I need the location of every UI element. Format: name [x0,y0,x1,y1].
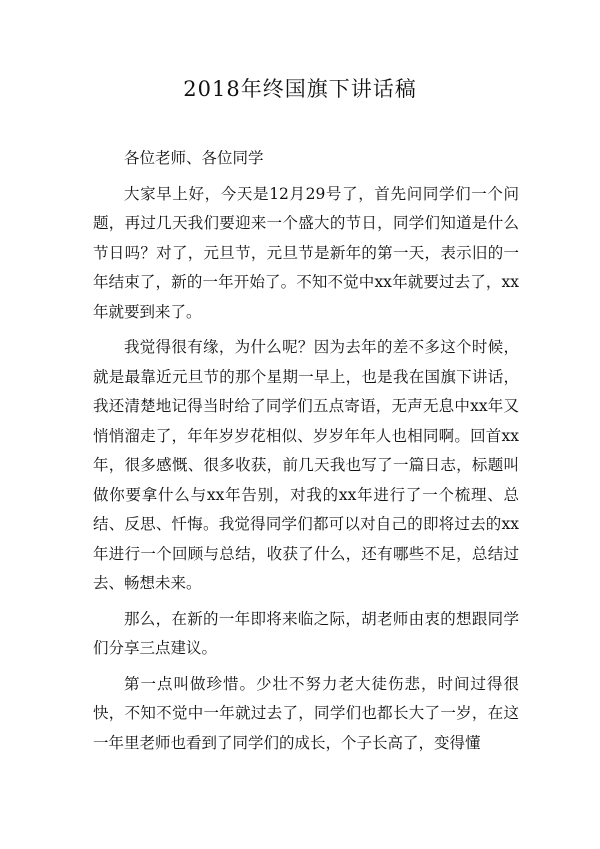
paragraph: 大家早上好，今天是12月29号了，首先问同学们一个问题，再过几天我们要迎来一个盛大的节日，同学们知道是什么节日吗？对了，元旦节，元旦节是新年的第一天，表示旧的一年结束了，新的一年开始了。不知不觉中xx年就要过去了，xx年就要到来了。 [93,184,519,321]
paragraph: 我觉得很有缘，为什么呢？因为去年的差不多这个时候，就是最靠近元旦节的那个星期一早上，也是我在国旗下讲话，我还清楚地记得当时给了同学们五点寄语，无声无息中xx年又悄悄溜走了，年年岁岁花相似、岁岁年年人也相同啊。回首xx年，很多感慨、很多收获，前几天我也写了一篇日志，标题叫做你要拿什么与xx年告别，对我的xx年进行了一个梳理、总结、反思、忏悔。我觉得同学们都可以对自己的即将过去的xx年进行一个回顾与总结，收获了什么，还有哪些不足，总结过去、畅想未来。 [93,338,519,592]
speech-body [93,144,519,758]
page-title: 2018年终国旗下讲话稿 [183,77,417,101]
paragraph: 第一点叫做珍惜。少壮不努力老大徒伤悲，时间过得很快，不知不觉中一年就过去了，同学们也都长大了一岁，在这一年里老师也看到了同学们的成长，个子长高了，变得懂 [93,674,519,752]
greeting-line: 各位老师、各位同学 [124,149,264,167]
paragraph: 那么，在新的一年即将来临之际，胡老师由衷的想跟同学们分享三点建议。 [93,609,519,657]
